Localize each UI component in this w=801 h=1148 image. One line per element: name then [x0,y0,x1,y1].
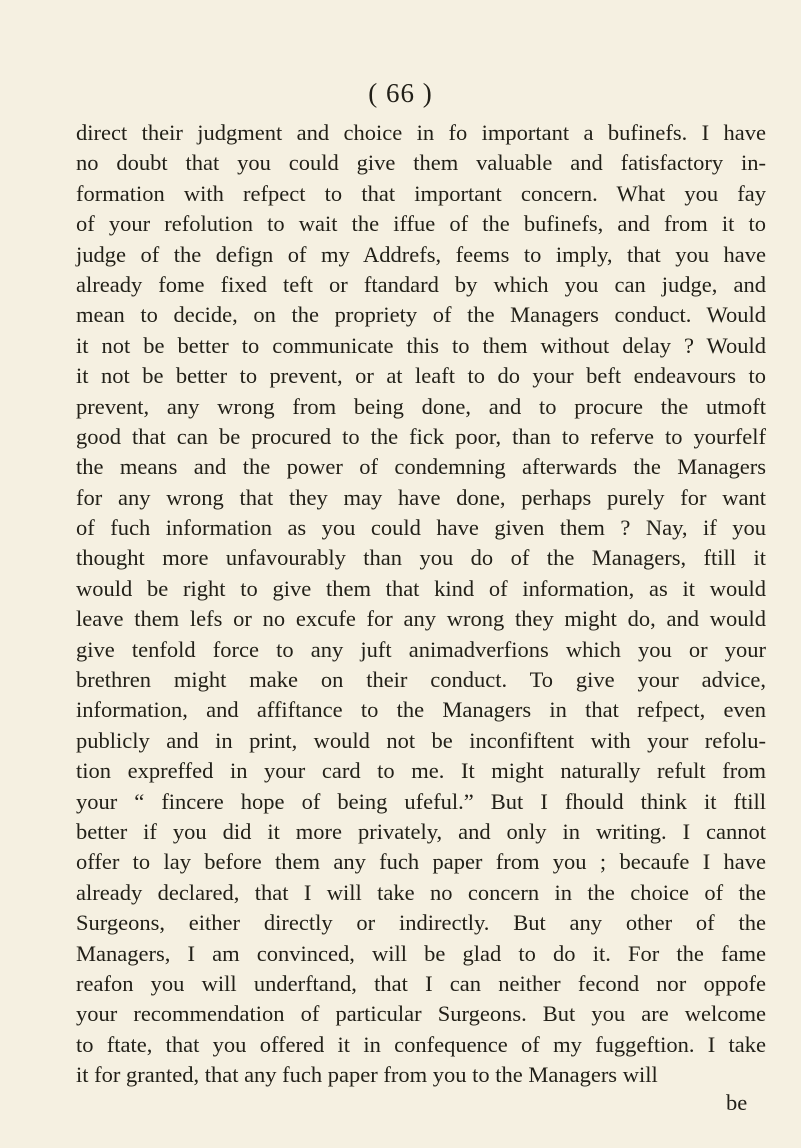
text-line: information, and affiftance to the Managers in that refpect, even [76,697,766,723]
text-line: good that can be procured to the fick poor, than to referve to yourfelf [76,423,766,449]
text-line: formation with refpect to that important concern. What you fay [76,180,766,206]
text-line: for any wrong that they may have done, perhaps purely for want [76,484,766,510]
text-line: thought more unfavourably than you do of the Managers, ftill it [76,545,766,571]
text-line: of fuch information as you could have given them ? Nay, if you [76,515,766,541]
text-line: tion expreffed in your card to me. It might naturally refult from [76,758,766,784]
text-line: mean to decide, on the propriety of the Managers conduct. Would [76,302,766,328]
text-line: direct their judgment and choice in fo important a bufinefs. I have [76,120,766,145]
text-line: judge of the defign of my Addrefs, feems to imply, that you have [76,241,766,267]
body-text [76,118,766,1091]
text-line: it for granted, that any fuch paper from you to the Managers will [76,1062,658,1088]
text-line: your recommendation of particular Surgeons. But you are welcome [76,1001,766,1027]
text-line: reafon you will underftand, that I can neither fecond nor oppofe [76,970,766,996]
text-line: better if you did it more privately, and only in writing. I cannot [76,818,766,844]
text-line: Surgeons, either directly or indirectly. But any other of the [76,910,766,936]
text-line: it not be better to prevent, or at leaft to do your beft endeavours to [76,363,766,389]
text-line: publicly and in print, would not be inconfiftent with your refolu- [76,727,766,753]
text-line: brethren might make on their conduct. To give your advice, [76,667,766,693]
text-line: it not be better to communicate this to them without delay ? Would [76,332,766,358]
text-line: Managers, I am convinced, will be glad to do it. For the fame [76,940,766,966]
text-line: to ftate, that you offered it in confequence of my fuggeftion. I take [76,1031,766,1057]
text-line: the means and the power of condemning afterwards the Managers [76,454,766,480]
text-line: already declared, that I will take no concern in the choice of the [76,879,766,905]
text-line: of your refolution to wait the iffue of the bufinefs, and from it to [76,211,766,237]
page-number: ( 66 ) [368,78,433,108]
text-line: leave them lefs or no excufe for any wrong they might do, and would [76,606,766,632]
text-line: already fome fixed teft or ftandard by which you can judge, and [76,271,766,297]
text-line: prevent, any wrong from being done, and to procure the utmoft [76,393,766,419]
text-line: would be right to give them that kind of information, as it would [76,575,766,601]
text-line: offer to lay before them any fuch paper from you ; becaufe I have [76,849,766,875]
text-line: give tenfold force to any juft animadverfions which you or your [76,636,766,662]
text-line: no doubt that you could give them valuable and fatisfactory in- [76,150,766,176]
catchword: be [726,1090,748,1115]
text-line: your “ fincere hope of being ufeful.” But I fhould think it ftill [76,788,766,814]
